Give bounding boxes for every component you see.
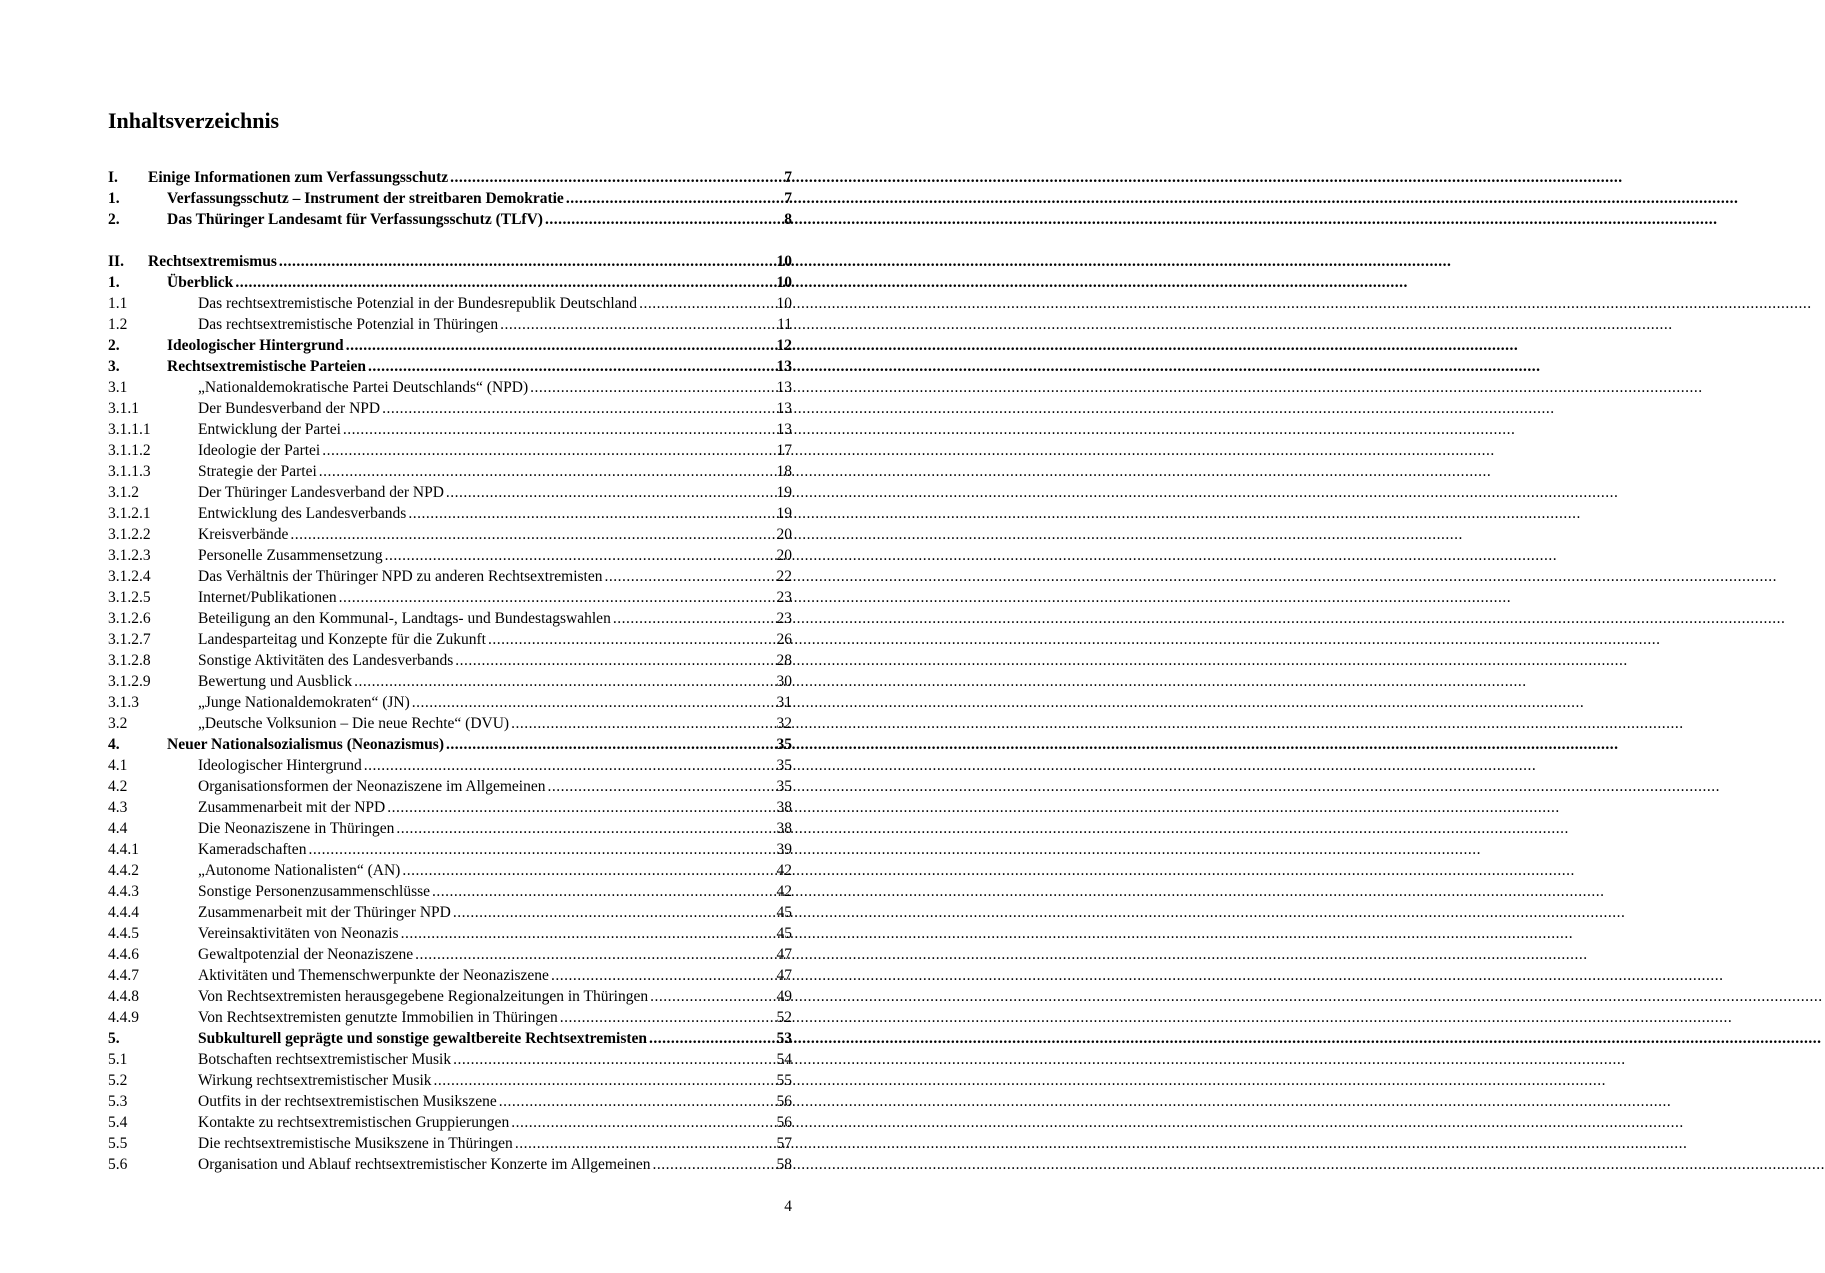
toc-entry-number: 3.1.2.6 xyxy=(108,610,151,627)
toc-entry-line xyxy=(198,986,792,1007)
toc-entry-number: 3.1.2.2 xyxy=(108,526,151,543)
toc-entry-line xyxy=(198,776,792,797)
toc-entry-title: Die Neonaziszene in Thüringen xyxy=(198,820,395,837)
toc-entry[interactable] xyxy=(108,524,792,545)
toc-entry-number: 5.5 xyxy=(108,1135,128,1152)
toc-entry[interactable] xyxy=(108,755,792,776)
toc-entry-page: 42 xyxy=(776,883,792,900)
toc-entry-number: 2. xyxy=(108,337,120,354)
toc-entry-page: 13 xyxy=(776,358,792,375)
dot-leader xyxy=(364,755,775,776)
toc-entry-number: 3.1.2.4 xyxy=(108,568,151,585)
toc-entry[interactable] xyxy=(108,461,792,482)
toc-entry-title: Kontakte zu rechtsextremistischen Gruppierungen xyxy=(198,1114,510,1131)
toc-entry-line xyxy=(148,167,792,188)
toc-entry-title: Organisationsformen der Neonaziszene im Allgemeinen xyxy=(198,778,546,795)
toc-entry-number: 3.1.2.3 xyxy=(108,547,151,564)
toc-entry[interactable] xyxy=(108,608,792,629)
toc-entry-line xyxy=(198,1112,792,1133)
dot-leader xyxy=(500,314,775,335)
toc-entry-number: 3. xyxy=(108,358,120,375)
toc-entry[interactable] xyxy=(108,965,792,986)
toc-entry-title: Rechtsextremismus xyxy=(148,253,277,270)
toc-entry-title: Entwicklung des Landesverbands xyxy=(198,505,407,522)
toc-entry-title: Botschaften rechtsextremistischer Musik xyxy=(198,1051,452,1068)
toc-entry-title: Kameradschaften xyxy=(198,841,307,858)
dot-leader xyxy=(446,734,775,755)
toc-entry-page: 52 xyxy=(776,1009,792,1026)
toc-entry-title: Landesparteitag und Konzepte für die Zukunft xyxy=(198,631,486,648)
page-number: 4 xyxy=(784,1198,792,1215)
toc-entry-page: 31 xyxy=(776,694,792,711)
dot-leader xyxy=(649,1028,774,1049)
toc-entry[interactable] xyxy=(108,440,792,461)
toc-entry-number: 3.1.1 xyxy=(108,400,139,417)
toc-entry-page: 26 xyxy=(776,631,792,648)
dot-leader xyxy=(434,1070,775,1091)
toc-entry-title: Zusammenarbeit mit der NPD xyxy=(198,799,386,816)
toc-entry-page: 12 xyxy=(776,337,792,354)
toc-entry-page: 56 xyxy=(776,1093,792,1110)
toc-entry-number: 4.4.1 xyxy=(108,841,139,858)
toc-entry-number: 1. xyxy=(108,190,120,207)
toc-entry-line xyxy=(198,608,792,629)
toc-entry-title: „Junge Nationaldemokraten“ (JN) xyxy=(198,694,410,711)
dot-leader xyxy=(346,335,775,356)
toc-entry-page: 7 xyxy=(784,169,792,186)
dot-leader xyxy=(566,188,782,209)
dot-leader xyxy=(412,692,775,713)
toc-entry[interactable] xyxy=(108,944,792,965)
toc-entry[interactable] xyxy=(108,1007,792,1028)
toc-entry[interactable] xyxy=(108,1070,792,1091)
toc-entry-number: 5. xyxy=(108,1030,120,1047)
toc-entry[interactable] xyxy=(108,860,792,881)
dot-leader xyxy=(343,419,775,440)
toc-entry-title: „Deutsche Volksunion – Die neue Rechte“ (DVU) xyxy=(198,715,510,732)
toc-entry[interactable] xyxy=(108,335,792,356)
toc-entry-number: 3.1.2.7 xyxy=(108,631,151,648)
dot-leader xyxy=(368,356,775,377)
toc-entry-number: 1.1 xyxy=(108,295,128,312)
toc-entry-line xyxy=(198,965,792,986)
toc-entry-number: 4.4.3 xyxy=(108,883,139,900)
toc-entry[interactable] xyxy=(108,482,792,503)
dot-leader xyxy=(339,587,775,608)
toc-entry-page: 47 xyxy=(776,967,792,984)
dot-leader xyxy=(639,293,774,314)
toc-entry[interactable] xyxy=(108,629,792,650)
toc-entry[interactable] xyxy=(108,566,792,587)
toc-entry-page: 45 xyxy=(776,904,792,921)
toc-entry-title: Sonstige Aktivitäten des Landesverbands xyxy=(198,652,454,669)
toc-entry-number: 3.1.2.5 xyxy=(108,589,151,606)
toc-entry-line xyxy=(198,293,792,314)
toc-entry-page: 20 xyxy=(776,526,792,543)
toc-entry-title: Entwicklung der Partei xyxy=(198,421,341,438)
toc-entry-line xyxy=(198,503,792,524)
toc-entry-number: 1. xyxy=(108,274,120,291)
toc-entry-number: 4.3 xyxy=(108,799,128,816)
toc-entry-title: Der Thüringer Landesverband der NPD xyxy=(198,484,444,501)
toc-entry-title: Internet/Publikationen xyxy=(198,589,337,606)
toc-entry-title: Ideologischer Hintergrund xyxy=(167,337,344,354)
toc-entry[interactable] xyxy=(108,776,792,797)
toc-entry-title: Personelle Zusammensetzung xyxy=(198,547,383,564)
toc-entry-number: II. xyxy=(108,253,124,270)
toc-entry-title: Outfits in der rechtsextremistischen Musikszene xyxy=(198,1093,497,1110)
toc-entry-number: 3.1.2.9 xyxy=(108,673,151,690)
toc-entry-page: 17 xyxy=(776,442,792,459)
toc-entry-page: 45 xyxy=(776,925,792,942)
toc-entry-line xyxy=(167,356,792,377)
toc-entry-page: 56 xyxy=(776,1114,792,1131)
toc-entry-title: Von Rechtsextremisten genutzte Immobilien in Thüringen xyxy=(198,1009,558,1026)
toc-entry[interactable] xyxy=(108,167,792,188)
toc-entry-line xyxy=(198,650,792,671)
table-of-contents xyxy=(108,167,792,1175)
toc-entry-line xyxy=(198,1133,792,1154)
toc-entry-line xyxy=(167,272,792,293)
toc-entry[interactable] xyxy=(108,1091,792,1112)
toc-entry-page: 35 xyxy=(776,736,792,753)
toc-entry-line xyxy=(198,923,792,944)
toc-entry-line xyxy=(198,692,792,713)
toc-entry[interactable] xyxy=(108,503,792,524)
dot-leader xyxy=(432,881,774,902)
toc-entry-title: Neuer Nationalsozialismus (Neonazismus) xyxy=(167,736,444,753)
toc-entry-title: Organisation und Ablauf rechtsextremistischer Konzerte im Allgemeinen xyxy=(198,1156,651,1173)
dot-leader xyxy=(382,398,774,419)
toc-entry-number: 3.2 xyxy=(108,715,128,732)
toc-entry[interactable] xyxy=(108,671,792,692)
dot-leader xyxy=(613,608,775,629)
dot-leader xyxy=(308,839,774,860)
toc-entry[interactable] xyxy=(108,713,792,734)
toc-entry[interactable] xyxy=(108,923,792,944)
toc-entry[interactable] xyxy=(108,398,792,419)
dot-leader xyxy=(446,482,775,503)
toc-entry-line xyxy=(198,839,792,860)
dot-leader xyxy=(401,923,775,944)
toc-entry-line xyxy=(198,398,792,419)
dot-leader xyxy=(515,1133,775,1154)
toc-entry-title: Verfassungsschutz – Instrument der streitbaren Demokratie xyxy=(167,190,564,207)
toc-entry-page: 55 xyxy=(776,1072,792,1089)
toc-entry-page: 58 xyxy=(776,1156,792,1173)
toc-entry-line xyxy=(198,1091,792,1112)
toc-entry[interactable] xyxy=(108,209,792,230)
toc-entry-line xyxy=(198,755,792,776)
toc-entry-number: 4.4.2 xyxy=(108,862,139,879)
toc-entry[interactable] xyxy=(108,314,792,335)
toc-entry-number: 3.1.1.3 xyxy=(108,463,151,480)
toc-entry-title: Das Thüringer Landesamt für Verfassungsschutz (TLfV) xyxy=(167,211,543,228)
dot-leader xyxy=(319,461,775,482)
toc-entry-page: 47 xyxy=(776,946,792,963)
page-title: Inhaltsverzeichnis xyxy=(108,108,280,133)
toc-entry-page: 35 xyxy=(776,778,792,795)
toc-entry[interactable] xyxy=(108,1154,792,1175)
toc-entry[interactable] xyxy=(108,587,792,608)
toc-entry[interactable] xyxy=(108,1133,792,1154)
toc-entry-number: 2. xyxy=(108,211,120,228)
toc-entry-number: 1.2 xyxy=(108,316,128,333)
toc-entry[interactable] xyxy=(108,356,792,377)
toc-entry-title: Beteiligung an den Kommunal-, Landtags- und Bundestagswahlen xyxy=(198,610,611,627)
dot-leader xyxy=(385,545,775,566)
toc-spacer xyxy=(108,230,792,251)
toc-entry-number: 3.1.2.1 xyxy=(108,505,151,522)
toc-entry-number: 4.4.8 xyxy=(108,988,139,1005)
toc-entry-title: Ideologie der Partei xyxy=(198,442,321,459)
toc-entry-title: „Nationaldemokratische Partei Deutschlands“ (NPD) xyxy=(198,379,529,396)
dot-leader xyxy=(551,965,775,986)
toc-entry-page: 23 xyxy=(776,610,792,627)
dot-leader xyxy=(453,1049,774,1070)
toc-entry-page: 13 xyxy=(776,379,792,396)
toc-entry[interactable] xyxy=(108,692,792,713)
toc-entry-title: Überblick xyxy=(167,274,234,291)
toc-entry-title: Wirkung rechtsextremistischer Musik xyxy=(198,1072,432,1089)
toc-entry[interactable] xyxy=(108,272,792,293)
toc-entry-number: 4.4.5 xyxy=(108,925,139,942)
dot-leader xyxy=(402,860,774,881)
toc-entry-line xyxy=(198,587,792,608)
dot-leader xyxy=(560,1007,775,1028)
toc-entry-page: 19 xyxy=(776,484,792,501)
toc-entry-line xyxy=(198,482,792,503)
toc-entry-number: 4.4 xyxy=(108,820,128,837)
toc-entry[interactable] xyxy=(108,188,792,209)
toc-entry-number: 4.2 xyxy=(108,778,128,795)
toc-entry-number: 3.1.3 xyxy=(108,694,139,711)
toc-entry-line xyxy=(148,251,792,272)
toc-entry-page: 38 xyxy=(776,799,792,816)
toc-entry-page: 39 xyxy=(776,841,792,858)
toc-entry-title: Einige Informationen zum Verfassungsschutz xyxy=(148,169,449,186)
dot-leader xyxy=(650,986,774,1007)
toc-entry-line xyxy=(198,314,792,335)
toc-entry-page: 10 xyxy=(776,253,792,270)
dot-leader xyxy=(488,629,775,650)
dot-leader xyxy=(545,209,782,230)
toc-entry[interactable] xyxy=(108,734,792,755)
toc-entry-page: 57 xyxy=(776,1135,792,1152)
toc-entry-line xyxy=(198,797,792,818)
toc-entry-line xyxy=(167,734,792,755)
toc-entry-line xyxy=(198,944,792,965)
toc-entry-title: „Autonome Nationalisten“ (AN) xyxy=(198,862,401,879)
toc-entry-page: 7 xyxy=(784,190,792,207)
toc-entry-page: 42 xyxy=(776,862,792,879)
toc-entry-page: 30 xyxy=(776,673,792,690)
toc-entry-line xyxy=(198,860,792,881)
toc-entry-title: Die rechtsextremistische Musikszene in Thüringen xyxy=(198,1135,513,1152)
toc-entry[interactable] xyxy=(108,881,792,902)
toc-entry-line xyxy=(198,524,792,545)
toc-entry-title: Sonstige Personenzusammenschlüsse xyxy=(198,883,431,900)
toc-entry-number: 3.1.1.2 xyxy=(108,442,151,459)
toc-entry-title: Strategie der Partei xyxy=(198,463,317,480)
toc-entry[interactable] xyxy=(108,545,792,566)
toc-entry[interactable] xyxy=(108,839,792,860)
dot-leader xyxy=(455,650,774,671)
toc-entry-line xyxy=(198,881,792,902)
toc-entry-title: Ideologischer Hintergrund xyxy=(198,757,362,774)
dot-leader xyxy=(548,776,775,797)
dot-leader xyxy=(387,797,774,818)
toc-entry-line xyxy=(198,545,792,566)
toc-entry-number: 5.2 xyxy=(108,1072,128,1089)
toc-entry-page: 20 xyxy=(776,547,792,564)
toc-entry-number: 5.4 xyxy=(108,1114,128,1131)
toc-entry-line xyxy=(198,1049,792,1070)
dot-leader xyxy=(408,503,774,524)
toc-entry-line xyxy=(198,440,792,461)
toc-entry-page: 38 xyxy=(776,820,792,837)
toc-entry-number: 3.1.2 xyxy=(108,484,139,501)
dot-leader xyxy=(415,944,774,965)
toc-entry[interactable] xyxy=(108,818,792,839)
toc-entry[interactable] xyxy=(108,377,792,398)
toc-entry-page: 18 xyxy=(776,463,792,480)
toc-entry-title: Aktivitäten und Themenschwerpunkte der Neonaziszene xyxy=(198,967,549,984)
toc-entry-page: 35 xyxy=(776,757,792,774)
toc-entry-title: Rechtsextremistische Parteien xyxy=(167,358,366,375)
toc-entry-page: 49 xyxy=(776,988,792,1005)
dot-leader xyxy=(453,902,775,923)
toc-entry-title: Bewertung und Ausblick xyxy=(198,673,353,690)
toc-entry-number: 4.4.9 xyxy=(108,1009,139,1026)
toc-entry-line xyxy=(198,461,792,482)
toc-entry-line xyxy=(198,566,792,587)
toc-entry-line xyxy=(198,818,792,839)
toc-entry-page: 19 xyxy=(776,505,792,522)
toc-entry[interactable] xyxy=(108,986,792,1007)
toc-entry-line xyxy=(198,1007,792,1028)
toc-entry-number: 4.4.7 xyxy=(108,967,139,984)
toc-entry-number: 3.1.2.8 xyxy=(108,652,151,669)
dot-leader xyxy=(450,167,782,188)
toc-entry[interactable] xyxy=(108,797,792,818)
toc-entry-number: 5.1 xyxy=(108,1051,128,1068)
toc-entry-number: 4. xyxy=(108,736,120,753)
toc-entry-title: Von Rechtsextremisten herausgegebene Regionalzeitungen in Thüringen xyxy=(198,988,649,1005)
toc-entry[interactable] xyxy=(108,650,792,671)
toc-entry-line xyxy=(198,1028,792,1049)
dot-leader xyxy=(511,1112,774,1133)
toc-entry-page: 32 xyxy=(776,715,792,732)
toc-entry-title: Das Verhältnis der Thüringer NPD zu anderen Rechtsextremisten xyxy=(198,568,603,585)
toc-entry-title: Der Bundesverband der NPD xyxy=(198,400,381,417)
toc-entry-line xyxy=(198,902,792,923)
toc-entry-line xyxy=(198,629,792,650)
toc-entry-line xyxy=(167,335,792,356)
toc-entry-title: Vereinsaktivitäten von Neonazis xyxy=(198,925,399,942)
toc-entry-page: 54 xyxy=(776,1051,792,1068)
toc-entry-page: 13 xyxy=(776,421,792,438)
toc-entry[interactable] xyxy=(108,1028,792,1049)
toc-entry-line xyxy=(198,1070,792,1091)
toc-entry[interactable] xyxy=(108,251,792,272)
toc-entry-title: Kreisverbände xyxy=(198,526,289,543)
toc-entry-page: 8 xyxy=(784,211,792,228)
toc-entry[interactable] xyxy=(108,1049,792,1070)
toc-entry-page: 22 xyxy=(776,568,792,585)
toc-entry-line xyxy=(198,419,792,440)
toc-entry-number: 3.1.1.1 xyxy=(108,421,151,438)
dot-leader xyxy=(279,251,775,272)
dot-leader xyxy=(530,377,774,398)
toc-entry-page: 28 xyxy=(776,652,792,669)
toc-entry-line xyxy=(167,209,792,230)
toc-entry[interactable] xyxy=(108,293,792,314)
toc-entry-page: 53 xyxy=(776,1030,792,1047)
toc-entry-page: 10 xyxy=(776,274,792,291)
toc-entry-number: 5.3 xyxy=(108,1093,128,1110)
dot-leader xyxy=(499,1091,775,1112)
dot-leader xyxy=(235,272,774,293)
toc-entry-number: 4.1 xyxy=(108,757,128,774)
dot-leader xyxy=(290,524,774,545)
dot-leader xyxy=(354,671,774,692)
toc-entry-page: 13 xyxy=(776,400,792,417)
toc-entry-number: 4.4.4 xyxy=(108,904,139,921)
dot-leader xyxy=(511,713,774,734)
toc-entry-title: Das rechtsextremistische Potenzial in der Bundesrepublik Deutschland xyxy=(198,295,638,312)
toc-entry-line xyxy=(198,671,792,692)
dot-leader xyxy=(396,818,774,839)
toc-entry-number: I. xyxy=(108,169,118,186)
toc-entry-title: Das rechtsextremistische Potenzial in Thüringen xyxy=(198,316,499,333)
toc-entry-line xyxy=(167,188,792,209)
toc-entry-line xyxy=(198,377,792,398)
toc-entry-page: 11 xyxy=(777,316,792,333)
toc-entry-title: Gewaltpotenzial der Neonaziszene xyxy=(198,946,414,963)
dot-leader xyxy=(322,440,774,461)
toc-entry-number: 3.1 xyxy=(108,379,128,396)
toc-entry-line xyxy=(198,713,792,734)
toc-entry-number: 4.4.6 xyxy=(108,946,139,963)
toc-entry[interactable] xyxy=(108,902,792,923)
toc-entry-page: 23 xyxy=(776,589,792,606)
toc-entry-title: Subkulturell geprägte und sonstige gewaltbereite Rechtsextremisten xyxy=(198,1030,648,1047)
toc-entry-line xyxy=(198,1154,792,1175)
toc-entry-number: 5.6 xyxy=(108,1156,128,1173)
dot-leader xyxy=(604,566,774,587)
dot-leader xyxy=(653,1154,775,1175)
toc-entry-page: 10 xyxy=(776,295,792,312)
toc-entry[interactable] xyxy=(108,1112,792,1133)
toc-entry[interactable] xyxy=(108,419,792,440)
toc-entry-title: Zusammenarbeit mit der Thüringer NPD xyxy=(198,904,451,921)
